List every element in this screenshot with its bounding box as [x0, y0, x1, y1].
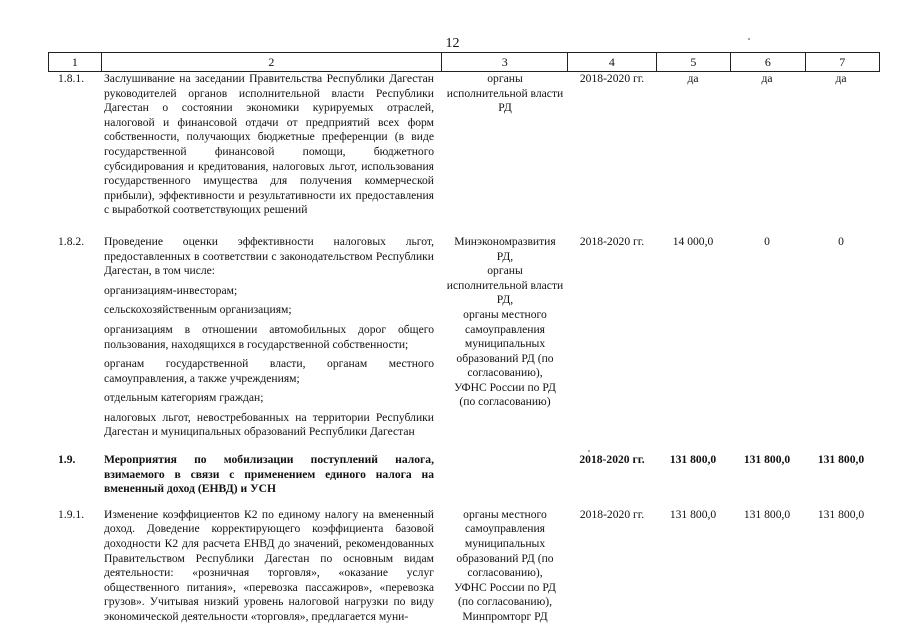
row-period: 2018-2020 гг. [579, 507, 645, 521]
header-col-3: 3 [442, 53, 568, 71]
row-number: 1.9. [58, 453, 76, 467]
row-number: 1.8.1. [58, 72, 85, 85]
row-value-col6: 131 800,0 [743, 507, 791, 521]
row-description [100, 235, 442, 445]
responsible-line: УФНС России по РД (по согласованию) [454, 380, 556, 409]
description-paragraph: Заслушивание на заседании Правительства Республики Дагестан руководителей органов исполнительной власти Республики Дагестан о состоянии экономики курируемых отраслей, налоговой и финансовой отдачи от предприятий всех форм собственности, получающих бюджетные преференции (в виде государственной финансовой помощи, бюджетного субсидирования и кредитования, налоговых льгот, использования государственного имущества для получения коммерческой прибыли), эффективности и результативности их предоставления с выработкой соответствующих решений [104, 72, 434, 217]
row-number: 1.8.2. [58, 234, 85, 248]
row-value-col5: да [687, 72, 699, 85]
row-description [100, 508, 442, 630]
description-paragraph: организациям в отношении автомобильных дорог общего пользования, находящихся в государственной собственности; [104, 322, 434, 351]
header-col-4: 4 [568, 53, 656, 71]
row-value-col7: 131 800,0 [817, 453, 865, 467]
header-col-5: 5 [657, 53, 731, 71]
header-col-7: 7 [839, 54, 846, 69]
row-value-col6: да [761, 72, 773, 85]
scan-speck [588, 450, 590, 452]
header-col-2: 2 [102, 53, 443, 71]
responsible-line: Минэкономразвития РД, [454, 234, 556, 263]
row-number: 1.9.1. [58, 507, 85, 521]
row-period: 2018-2020 гг. [579, 453, 645, 467]
row-value-col5: 14 000,0 [672, 234, 714, 248]
row-value-col6: 0 [764, 234, 770, 248]
row-period: 2018-2020 гг. [579, 72, 645, 85]
row-responsible [442, 72, 568, 223]
row-description [100, 72, 442, 223]
row-value-col5: 131 800,0 [669, 453, 717, 467]
table-row [48, 508, 878, 630]
description-paragraph: органам государственной власти, органам местного самоуправления, а также учреждениям; [104, 357, 434, 385]
description-paragraph: Изменение коэффициентов К2 по единому налогу на вмененный доход. Доведение корректирующего коэффициента базовой доходности К2 для расчета ЕНВД до значений, рекомендованных Правительством Республики Дагестан по основным видам деятельности: «розничная торговля», «оказание услуг общественного питания», «перевозка пассажиров», «перевозка грузов». Учитывая низкий уровень налоговой нагрузки по виду экономической деятельности «торговля», предлагается муни- [104, 507, 434, 623]
row-value-col5: 131 800,0 [669, 507, 717, 521]
description-paragraph: налоговых льгот, невостребованных на территории Республики Дагестан и муниципальных образований Республики Дагестан [104, 410, 434, 439]
responsible-line: органы местного самоуправления муниципальных образований РД (по согласованию), [456, 307, 554, 380]
description-paragraph: сельскохозяйственным организациям; [104, 303, 292, 317]
responsible-line: органы исполнительной власти РД [446, 72, 564, 115]
responsible-line: Минпромторг РД [462, 610, 548, 623]
table-row [48, 72, 878, 223]
header-col-1: 1 [49, 53, 102, 71]
table-body [48, 72, 878, 630]
header-col-6: 6 [731, 53, 805, 71]
row-value-col6: 131 800,0 [743, 453, 791, 467]
description-paragraph: организациям-инвесторам; [104, 283, 238, 297]
table-row [48, 235, 878, 445]
responsible-line: органы исполнительной власти РД, [446, 264, 564, 307]
row-period: 2018-2020 гг. [579, 234, 645, 248]
table-row [48, 453, 878, 502]
row-description [100, 453, 442, 502]
responsible-line: органы местного самоуправления муниципальных образований РД (по согласованию), [456, 507, 554, 580]
row-responsible [442, 235, 568, 445]
row-value-col7: 131 800,0 [817, 507, 865, 521]
description-paragraph: Мероприятия по мобилизации поступлений налога, взимаемого в связи с применением единого налога на вмененный доход (ЕНВД) и УСН [104, 453, 434, 496]
row-responsible [442, 508, 568, 630]
description-paragraph: отдельным категориям граждан; [104, 391, 264, 405]
table-header [48, 52, 880, 72]
page-number: 12 [445, 36, 460, 51]
description-paragraph: Проведение оценки эффективности налоговых льгот, предоставленных в соответствии с законодательством Республики Дагестан, в том числе: [104, 234, 434, 278]
row-value-col7: да [835, 72, 847, 85]
responsible-line: УФНС России по РД (по согласованию), [454, 580, 556, 609]
row-value-col7: 0 [838, 234, 844, 248]
row-responsible [442, 453, 568, 502]
scan-speck [748, 38, 750, 40]
